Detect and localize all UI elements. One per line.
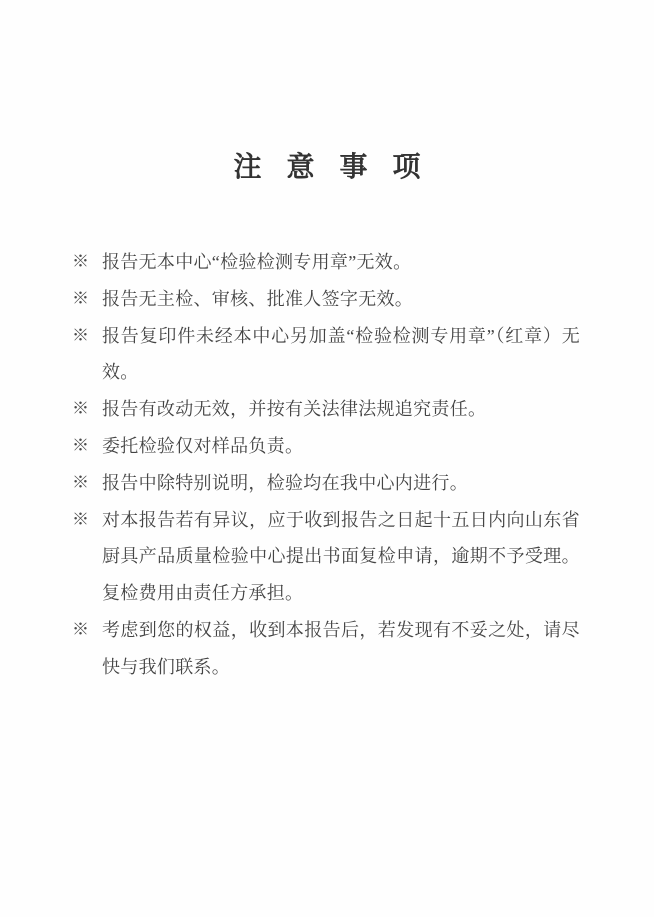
note-text: 报告复印件未经本中心另加盖“检验检测专用章”（红章）无效。: [102, 325, 580, 383]
note-item: [72, 465, 654, 502]
note-text: 报告无本中心“检验检测专用章”无效。: [102, 252, 412, 272]
note-text: 对本报告若有异议，应于收到报告之日起十五日内向山东省厨具产品质量检验中心提出书面复检申请，逾期不予受理。复检费用由责任方承担。: [102, 509, 580, 604]
note-text: 报告无主检、审核、批准人签字无效。: [102, 288, 414, 309]
reference-mark-icon: ※: [72, 399, 89, 419]
note-item: [72, 244, 654, 281]
page-title: 注 意 事 项: [233, 152, 430, 183]
reference-mark-icon: ※: [72, 619, 89, 639]
note-item: [72, 612, 654, 686]
note-item: [72, 428, 654, 465]
reference-mark-icon: ※: [72, 435, 89, 455]
note-item: [72, 391, 654, 428]
notes-list: [0, 244, 654, 686]
reference-mark-icon: ※: [72, 252, 89, 271]
note-text: 考虑到您的权益，收到本报告后，若发现有不妥之处，请尽快与我们联系。: [102, 619, 580, 677]
note-text: 报告有改动无效，并按有关法律法规追究责任。: [102, 399, 487, 420]
note-item: [72, 281, 654, 318]
reference-mark-icon: ※: [72, 472, 89, 492]
note-text: 报告中除特别说明，检验均在我中心内进行。: [102, 472, 468, 493]
note-item: [72, 502, 654, 612]
reference-mark-icon: ※: [72, 509, 89, 529]
note-item: [72, 318, 654, 392]
reference-mark-icon: ※: [72, 325, 89, 345]
reference-mark-icon: ※: [72, 288, 89, 308]
note-text: 委托检验仅对样品负责。: [102, 435, 304, 456]
